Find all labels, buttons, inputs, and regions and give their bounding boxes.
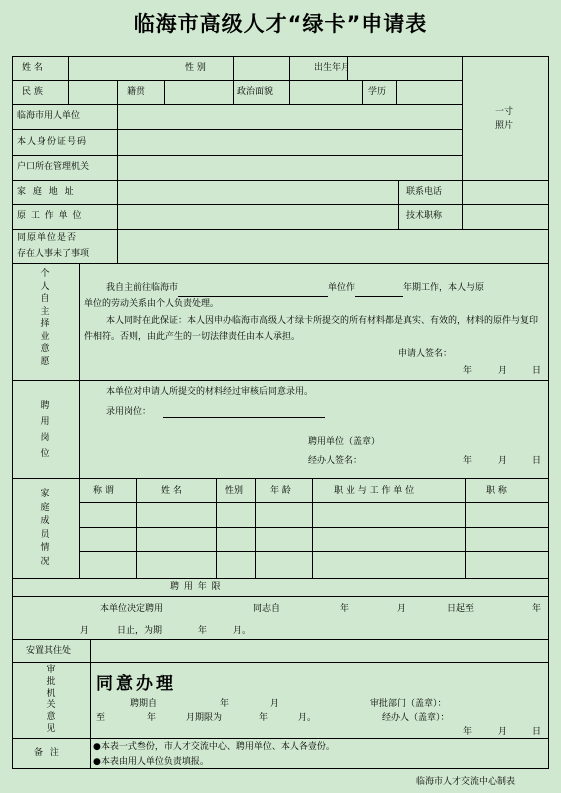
native-place-label: 籍贯 [127,87,146,97]
approval-dept-seal-label: 审批部门（盖章）： [370,699,447,709]
gender-label: 性 别 [185,63,206,73]
term-text-2c: 年 [198,626,208,636]
commitment-text-1d: 单位的劳动关系由个人负责处理。 [84,299,220,309]
approval-text-2d: 年 [259,713,269,723]
title-rank-field[interactable] [463,205,548,229]
gender-field[interactable] [234,57,289,80]
hire-statement: 本单位对申请人所提交的材料经过审核后同意录用。 [106,387,314,397]
approval-text-2c: 月期限为 [186,713,223,723]
pending-affairs-label-1: 同原单位是否 [17,233,78,243]
approval-text-1b: 年 [220,699,230,709]
family-header-age: 年 龄 [270,486,291,496]
title-rank-label: 技术职称 [406,211,443,221]
family-row[interactable] [80,552,548,578]
term-text-2b: 日止，为期 [117,626,163,636]
ethnicity-field[interactable] [69,81,117,104]
term-text-1e: 日起至 [447,604,475,614]
id-number-field[interactable] [118,130,462,155]
birth-label: 出生年月 [314,63,351,73]
photo-label-2: 照片 [495,121,514,131]
commitment-text-1b: 单位作 [328,283,356,293]
applicant-signature-field[interactable] [462,348,542,360]
pending-affairs-label-2: 存在人事未了事项 [17,249,90,259]
approval-text-2a: 至 [96,713,106,723]
spouse-field[interactable] [91,640,548,662]
politics-label: 政治面貌 [237,87,274,97]
hukou-label: 户口所在管理机关 [17,162,90,172]
education-label: 学历 [368,87,387,97]
approval-text-2e: 月。 [298,713,317,723]
footer-credit: 临海市人才交流中心制表 [416,777,516,787]
hire-unit-seal-label: 聘用单位（盖章） [308,437,381,447]
native-place-field[interactable] [165,81,233,104]
term-text-1f: 年 [532,604,542,614]
hire-date-day: 日 [532,456,542,466]
term-text-1c: 年 [340,604,350,614]
commitment-text-1c: 年期工作，本人与原 [403,283,485,293]
commitment-paragraph-2: 本人同时在此保证：本人因申办临海市高级人才绿卡所提交的所有材料都是真实、有效的，材料的原件与复印件相符。否则，由此产生的一切法律责任由本人承担。 [84,316,539,342]
phone-label: 联系电话 [406,187,443,197]
commitment-section-label: 个人自主择业意愿 [40,269,50,367]
phone-field[interactable] [463,181,548,204]
approval-date-year: 年 [463,727,473,737]
family-row[interactable] [80,528,548,551]
hire-date-year: 年 [463,456,473,466]
hire-post-label: 录用岗位： [106,407,152,417]
hire-section-label: 聘用岗位 [40,401,50,459]
approval-text-2b: 年 [147,713,157,723]
family-section-label: 家庭成员情况 [40,489,50,567]
hire-date-month: 月 [498,456,508,466]
approve-stamp-text: 同意办理 [96,674,176,694]
handler-signature-label: 经办人签名： [308,456,363,466]
photo-label-1: 一寸 [495,107,514,117]
spouse-label: 安置其住处 [26,646,72,656]
previous-unit-field[interactable] [118,205,398,229]
name-label: 姓 名 [22,63,43,73]
family-header-name: 姓 名 [161,486,182,496]
birth-field[interactable] [348,57,462,80]
employer-label: 临海市用人单位 [17,111,81,121]
education-field[interactable] [397,81,462,104]
commitment-date-month: 月 [498,366,508,376]
id-number-label: 本人身份证号码 [17,137,88,147]
employer-field[interactable] [118,105,462,129]
family-header-gender: 性别 [225,486,244,496]
note-item: ●本表由用人单位负责填报。 [93,757,209,767]
approval-date-day: 日 [532,727,542,737]
ethnicity-label: 民 族 [22,87,43,97]
approval-text-1a: 聘期自 [130,699,158,709]
page-title: 临海市高级人才“绿卡”申请表 [133,12,428,36]
family-row[interactable] [80,503,548,527]
previous-unit-label: 原 工 作 单 位 [17,211,83,221]
notes-label: 备 注 [34,748,61,758]
commitment-line-1 [106,280,546,297]
note-item: ●本表一式叁份，市人才交流中心、聘用单位、本人各壹份。 [93,742,335,752]
term-text-1b: 同志自 [253,604,281,614]
term-text-2d: 月。 [233,626,252,636]
hire-post-field[interactable] [163,407,325,418]
pending-affairs-field[interactable] [118,230,548,263]
family-header-relation: 称 谓 [93,486,114,496]
term-header: 聘 用 年 限 [170,582,222,592]
approval-text-1c: 月 [270,699,280,709]
approval-date-month: 月 [498,727,508,737]
approval-handler-seal-label: 经办人（盖章）： [382,713,450,723]
address-field[interactable] [118,181,398,204]
name-field[interactable] [69,57,233,80]
address-label: 家 庭 地 址 [17,187,76,197]
family-header-title: 职 称 [486,486,507,496]
term-text-1d: 月 [397,604,407,614]
approval-section-label: 审批机关意见 [46,665,56,734]
family-header-occupation: 职 业 与 工 作 单 位 [334,486,415,496]
term-text-2a: 月 [80,626,90,636]
hukou-field[interactable] [118,156,462,180]
commitment-text-1a: 我自主前往临海市 [106,283,179,293]
commitment-date-day: 日 [532,366,542,376]
commitment-date-year: 年 [463,366,473,376]
applicant-signature-label: 申请人签名： [398,349,453,359]
term-text-1a: 本单位决定聘用 [100,604,164,614]
politics-field[interactable] [290,81,362,104]
